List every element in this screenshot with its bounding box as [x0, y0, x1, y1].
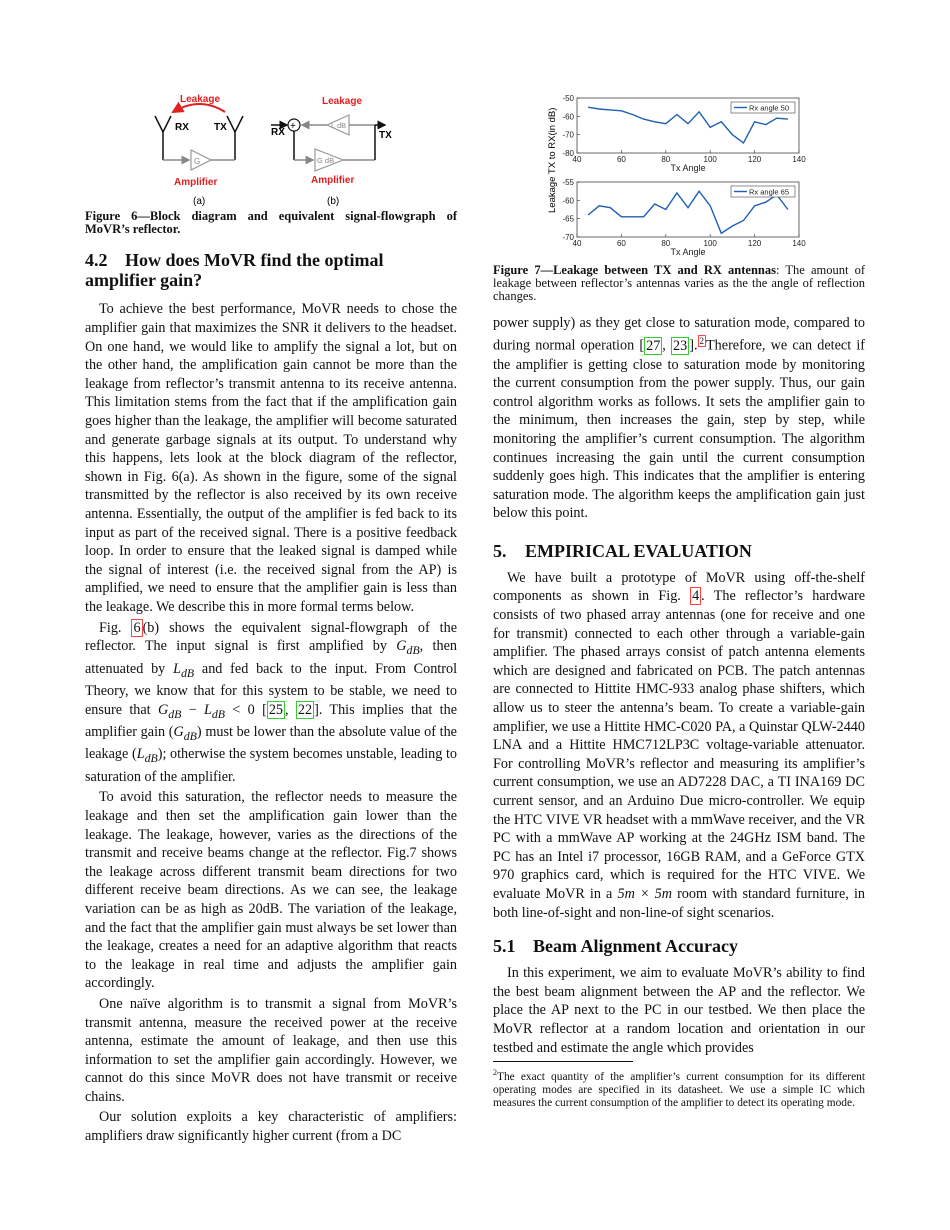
math-ldb-2: $L_{dB}$: [204, 701, 226, 721]
rp1-part-b: Therefore, we can detect if the amplifier is getting close to saturation mode by monitoring the current consumption from the power supply. Thus, our gain control algorithm works as follows. It sets the amplifier gain to the minimum, then increases the gain, step by step, while monitoring the amplifier’s current consumption. The algorithm continues increasing the gain until the current consumption suddenly goes high. This indicates that the amplifier is entering saturation mode. The algorithm keeps the amplification gain just below this point.: [493, 337, 866, 522]
amplifier-label-b: Amplifier: [311, 175, 355, 186]
section-5-title: EMPIRICAL EVALUATION: [525, 540, 752, 561]
x-tick-label-top: 140: [792, 155, 806, 164]
figure-7: [493, 88, 865, 262]
left-paragraph-5: Our solution exploits a key characteristic of amplifiers: amplifiers draw significantly higher current (from a DC: [85, 1109, 457, 1145]
math-gdb-2: $G_{dB}$: [157, 701, 182, 721]
ldb-label: L dB: [331, 121, 347, 130]
x-tick-label-bottom: 140: [792, 239, 806, 248]
series-line-bottom: [588, 191, 788, 233]
ref-fig-4[interactable]: 4: [692, 588, 700, 605]
section-4-2-number: 4.2: [85, 250, 108, 271]
legend-label-bottom: Rx angle 65: [749, 187, 790, 197]
footnote-text: The exact quantity of the amplifier’s current consumption for its different operating modes are specified in its datasheet. We use a simple IC which measures the current consumption of the amplifier to detect its operating mode.: [493, 1070, 865, 1110]
x-tick-label-bottom: 80: [661, 239, 671, 248]
y-tick-label-top: -50: [562, 94, 574, 103]
p2-part-a: Fig.: [99, 619, 132, 636]
gdb-label: G dB: [317, 156, 335, 165]
footnote-mark: 2: [493, 1068, 497, 1078]
s5-part-c: room with standard furniture, in both line-of-sight and non-line-of sight scenarios.: [493, 885, 865, 921]
section-5-1-body: [493, 964, 865, 1057]
y-tick-label-top: -60: [562, 112, 574, 122]
math-ldb-1: $L_{dB}$: [173, 660, 195, 680]
figure-7-chart: [493, 88, 865, 262]
p2-part-d: and fed back to the input. From Control Theory, we know that for this system to be stable, we need to ensure that: [85, 660, 458, 718]
section-5-1-heading: [493, 936, 865, 956]
ref-23[interactable]: 23: [673, 337, 688, 354]
s5-part-b: . The reflector’s hardware consists of two phased array antennas (one for receive and one for transmit) connected to each other through a variable-gain amplifier. The phased arrays consist of patch antenna elements which are designed and fabricated on PCB. The patch antennas are connected to Hittite HMC-933 analog phase shifters, which allow us to steer the antenna’s beam. To create a variable-gain amplifier, we use a Hittite HMC-C020 PA, a Quinstar QLW-2440 LNA and a Hittite HMC712LP3C voltage-variable attenuator. For controlling MoVR’s reflector and measuring its amplifier’s current consumption, we use an AD7228 DAC, a TI INA169 DC current sensor, and an Arduino Due micro-controller. We equip the HTC VIVE VR headset with a mmWave receiver, and the VR PC with a mmWave AP working at the 24GHz ISM band. The PC has an Intel i7 processor, 16GB RAM, and a GeForce GTX 970 graphics card, which is required for the HTC VIVE. We evaluate MoVR in a: [493, 588, 866, 902]
left-paragraph-2: Fig. 6 (b) shows the equivalent signal-flowgraph of the reflector. The input signal is first amplified by $G_{dB}$, then attenuated by $L_{dB}$ and fed back to the input. From Control Theory, we know that for this system to be stable, we need to ensure that $G_{dB} - L_{dB} < 0$ [ 25 , 22 ]. This implies that the amplifier gain $(G_{dB})$ must be lower than the absolute value of the leakage $(L_{dB})$; otherwise the system becomes unstable, leading to saturation of the amplifier.: [85, 619, 458, 785]
y-tick-label-bottom: -70: [562, 233, 574, 242]
math-gdb-3: $G_{dB}$: [173, 723, 197, 743]
x-axis-label-top: Tx Angle: [670, 163, 706, 173]
p2-part-e: . This implies that the amplifier gain (: [85, 701, 457, 740]
figure-6: [85, 88, 457, 210]
legend-label-top: Rx angle 50: [749, 103, 790, 113]
p2-part-f: ) must be lower than the absolute value of the leakage (: [85, 723, 457, 763]
x-tick-label-bottom: 40: [572, 239, 582, 248]
leakage-label-b: Leakage: [322, 96, 363, 107]
p2-part-c: , then attenuated by: [85, 638, 457, 677]
x-tick-label-top: 40: [572, 155, 582, 164]
figure-7-caption-rest: : The amount of leakage between reflector’s antennas varies as the the angle of reflection changes.: [493, 263, 865, 304]
footnote: [493, 1066, 865, 1110]
rx-label-b: RX: [271, 127, 285, 138]
rx-label-a: RX: [175, 122, 189, 133]
y-tick-label-top: -70: [562, 130, 574, 140]
tx-antenna-icon: [227, 116, 243, 160]
ref-fig-6[interactable]: 6: [133, 619, 141, 636]
section-5-heading: [493, 541, 865, 561]
right-paragraph-1: power supply) as they get close to saturation mode, compared to during normal operation [ 27 , 23 ]. $^2$ Therefore, we can detect if the amplifier is getting close to saturation mode by monitoring the current consumption from the power supply. Thus, our gain control algorithm works as follows. It sets the amplifier gain to the minimum, then increases the gain, step by step, while monitoring the amplifier’s current consumption. The algorithm continues increasing the gain until the current consumption suddenly goes high. This indicates that the amplifier is entering saturation mode. The algorithm keeps the amplification gain just below this point.: [493, 314, 866, 522]
sub-label-a: (a): [193, 196, 206, 207]
x-axis-label-bottom: Tx Angle: [670, 247, 706, 257]
y-tick-label-top: -80: [562, 149, 574, 158]
x-tick-label-top: 60: [616, 155, 626, 164]
math-ineq: < 0: [225, 701, 263, 718]
rx-antenna-icon: [155, 116, 171, 160]
tx-label-b: TX: [379, 130, 392, 141]
ref-22[interactable]: 22: [297, 701, 313, 718]
footnote-rule: [493, 1061, 633, 1062]
ref-25[interactable]: 25: [268, 701, 284, 718]
section-5-body: [493, 569, 865, 922]
amplifier-label-a: Amplifier: [174, 177, 218, 188]
x-tick-label-top: 80: [661, 155, 671, 164]
y-tick-label-bottom: -65: [562, 214, 574, 224]
section-5-1-title: Beam Alignment Accuracy: [533, 936, 738, 957]
y-tick-label-bottom: -60: [562, 196, 574, 206]
left-paragraph-1: To achieve the best performance, MoVR needs to chose the amplifier gain that maximizes the SNR it delivers to the headset. On one hand, we would like to amplify the signal a lot, but on the other hand, the amplification gain cannot be more than the leakage from reflector’s transmit antenna to its receive antenna. This limitation stems from the fact that if the amplification gain goes higher than the leakage, the amplifier will become saturated and generate garbage signals at its output. To understand why this happens, lets look at the block diagram of the reflector, shown in Fig. 6(a). As shown in the figure, some of the signal transmitted by the reflector is also received by its own receive antenna. Essentially, the output of the amplifier is fed back to its input as part of the received signal. There is a positive feedback loop. In order to ensure that the leaked signal is damped while the signal of interest (i.e. the received signal from the AP) is amplified, we need to ensure that the amplifier gain is less than the leakage. We describe this in more formal terms below.: [85, 301, 457, 615]
s5-dimensions: 5m × 5m: [617, 885, 672, 902]
figure-6-caption-text: Figure 6—Block diagram and equivalent signal-flowgraph of MoVR’s reflector.: [85, 209, 457, 237]
section-5-1-number: 5.1: [493, 936, 516, 957]
figure-6-caption: [85, 210, 457, 236]
y-tick-label-bottom: -55: [562, 178, 574, 187]
figure-6-diagram: [85, 88, 457, 210]
tx-label-a: TX: [214, 122, 227, 133]
leakage-arc-a: [173, 104, 225, 112]
rp1-part-a: power supply) as they get close to saturation mode, compared to during normal operation [: [493, 314, 865, 354]
right-column: [493, 88, 865, 1111]
figure-7-caption: [493, 264, 865, 304]
x-tick-label-bottom: 100: [703, 239, 717, 248]
x-tick-label-bottom: 60: [616, 239, 626, 248]
left-paragraph-3: To avoid this saturation, the reflector needs to measure the leakage and then set the amplification gain lower than the leakage. The leakage, however, varies as the directions of the transmit and receive beams change at the reflector. Fig.7 shows the leakage across different transmit beam directions for two different receive beam directions. As we can see, the leakage variation can be as high as 20dB. The variation of the leakage, and the fact that the amplifier gain must always be set lower than the leakage, creates a need for an adaptive algorithm that reacts to the leakage in real time and adjusts the amplifier gain accordingly.: [85, 789, 457, 992]
figure-7-caption-bold: Figure 7—Leakage between TX and RX antennas: [493, 263, 776, 277]
x-tick-label-top: 100: [703, 155, 717, 164]
p2-part-g: ); otherwise the system becomes unstable, leading to saturation of the amplifier.: [85, 746, 457, 785]
x-tick-label-top: 120: [747, 155, 762, 164]
gain-label-a: G: [194, 157, 201, 166]
p2-part-b: (b) shows the equivalent signal-flowgraph of the reflector. The input signal is first amplified by: [85, 619, 457, 655]
ref-27[interactable]: 27: [646, 337, 661, 354]
section-5-1-paragraph: In this experiment, we aim to evaluate MoVR’s ability to find the best beam alignment between the AP and the reflector. We place the AP next to the PC in our testbed. We then place the MoVR reflector at a random location and orientation in our testbed and estimate the angle which provides: [493, 965, 865, 1056]
section-4-2-title: How does MoVR find the optimal amplifier gain?: [85, 250, 384, 291]
math-ldb-3: $L_{dB}$: [136, 746, 158, 766]
figure-7-ylabel: Leakage TX to RX(in dB): [547, 107, 558, 213]
section-5-paragraph: [493, 569, 865, 922]
x-tick-label-bottom: 120: [747, 239, 762, 248]
footnote-marker-2[interactable]: 2: [699, 336, 705, 347]
section-4-2-heading: [85, 250, 457, 290]
leakage-label-a: Leakage: [180, 94, 221, 105]
sub-label-b: (b): [327, 196, 340, 207]
left-body: [85, 300, 457, 1145]
s5-part-a: We have built a prototype of MoVR using off-the-shelf components as shown in Fig.: [493, 569, 865, 605]
plus-label: +: [290, 121, 296, 132]
right-body: [493, 314, 865, 523]
section-5-number: 5.: [493, 540, 507, 561]
left-paragraph-4: One naïve algorithm is to transmit a signal from MoVR’s transmit antenna, measure the received power at the receive antenna, estimate the amount of leakage, and then use this information to set the amplifier gain accordingly. However, we cannot do this since MoVR does not have transmit or receive chains.: [85, 995, 457, 1105]
left-column: [85, 88, 457, 1146]
math-gdb-1: $G_{dB}$: [396, 638, 420, 657]
